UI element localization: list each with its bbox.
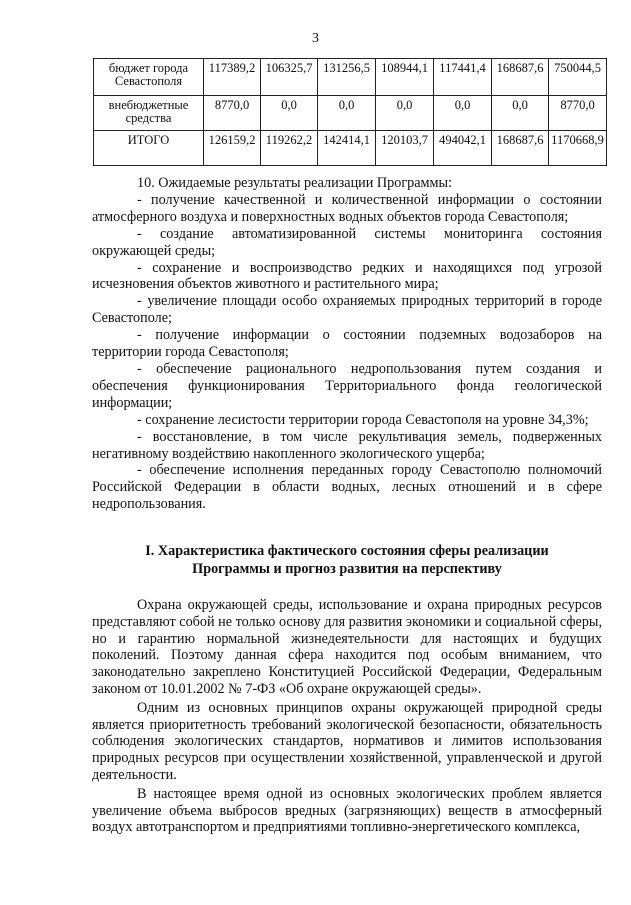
table-row: [94, 59, 607, 96]
table-cell: 126159,2: [204, 131, 261, 166]
paragraph: Одним из основных принципов охраны окружающей природной среды является приоритетность требований экологической безопасности, обязательность соблюдения экологических стандартов, нормативов и лимитов использования природных ресурсов при осуществлении хозяйственной, управленческой и другой деятельности.: [92, 699, 602, 783]
table-cell: 120103,7: [376, 131, 434, 166]
table-cell: 0,0: [376, 96, 434, 131]
table-cell: 106325,7: [261, 59, 318, 96]
paragraph: Охрана окружающей среды, использование и охрана природных ресурсов представляют собой не только основу для развития экономики и социальной сферы, но и гарантию нормальной жизнедеятельности для настоящих и будущих поколений. Поэтому данная сфера находится под особым вниманием, что законодательно закреплено Конституцией Российской Федерации, Федеральным законом от 10.01.2002 № 7-ФЗ «Об охране окружающей среды».: [92, 597, 602, 697]
heading-line: Программы и прогноз развития на перспективу: [192, 560, 502, 577]
section-1-heading: [92, 543, 602, 578]
section-10-title: 10. Ожидаемые результаты реализации Программы:: [137, 175, 452, 191]
result-item: - обеспечение рационального недропользования путем создания и обеспечения функционирования Территориального фонда геологической информации;: [92, 360, 602, 411]
table-cell: 117389,2: [204, 59, 261, 96]
result-item: - восстановление, в том числе рекультивация земель, подверженных негативному воздействию накопленного экологического ущерба;: [92, 428, 602, 462]
page-number: 3: [312, 31, 319, 46]
result-item: - получение информации о состоянии подземных водозаборов на территории города Севастополя;: [92, 327, 602, 361]
table-cell: 119262,2: [261, 131, 318, 166]
table-cell: 168687,6: [492, 59, 549, 96]
result-item: - сохранение лесистости территории города Севастополя на уровне 34,3%;: [137, 411, 589, 428]
table-cell: 8770,0: [204, 96, 261, 131]
table-cell: 750044,5: [549, 59, 607, 96]
table-cell: 0,0: [318, 96, 376, 131]
row-label: ИТОГО: [94, 131, 204, 166]
result-item: - получение качественной и количественной информации о состоянии атмосферного воздуха и поверхностных водных объектов города Севастополя;: [92, 191, 602, 225]
paragraph: В настоящее время одной из основных экологических проблем является увеличение объема выбросов вредных (загрязняющих) веществ в атмосферный воздух автотранспортом и предприятиями топливно-энергетического комплекса,: [92, 785, 602, 836]
table-cell: 142414,1: [318, 131, 376, 166]
table-cell: 0,0: [492, 96, 549, 131]
heading-line: I. Характеристика фактического состояния сферы реализации: [145, 543, 549, 559]
table-cell: 0,0: [261, 96, 318, 131]
row-label: внебюджетные средства: [94, 96, 204, 131]
result-item: - создание автоматизированной системы мониторинга состояния окружающей среды;: [92, 225, 602, 259]
table-row-total: [94, 131, 607, 166]
table-cell: 1170668,9: [549, 131, 607, 166]
table-cell: 0,0: [434, 96, 492, 131]
result-item: - обеспечение исполнения переданных городу Севастополю полномочий Российской Федерации в области водных, лесных отношений и в сфере недропользования.: [92, 462, 602, 513]
table-row: [94, 96, 607, 131]
section-10-results: [92, 175, 602, 513]
table-cell: 494042,1: [434, 131, 492, 166]
table-cell: 8770,0: [549, 96, 607, 131]
result-item: - сохранение и воспроизводство редких и находящихся под угрозой исчезновения объектов животного и растительного мира;: [92, 259, 602, 293]
table-cell: 131256,5: [318, 59, 376, 96]
result-item: - увеличение площади особо охраняемых природных территорий в городе Севастополе;: [92, 293, 602, 327]
section-1-body: [92, 597, 602, 838]
table-cell: 168687,6: [492, 131, 549, 166]
row-label: бюджет города Севастополя: [94, 59, 204, 96]
table-cell: 108944,1: [376, 59, 434, 96]
table-cell: 117441,4: [434, 59, 492, 96]
budget-table: [93, 58, 607, 166]
